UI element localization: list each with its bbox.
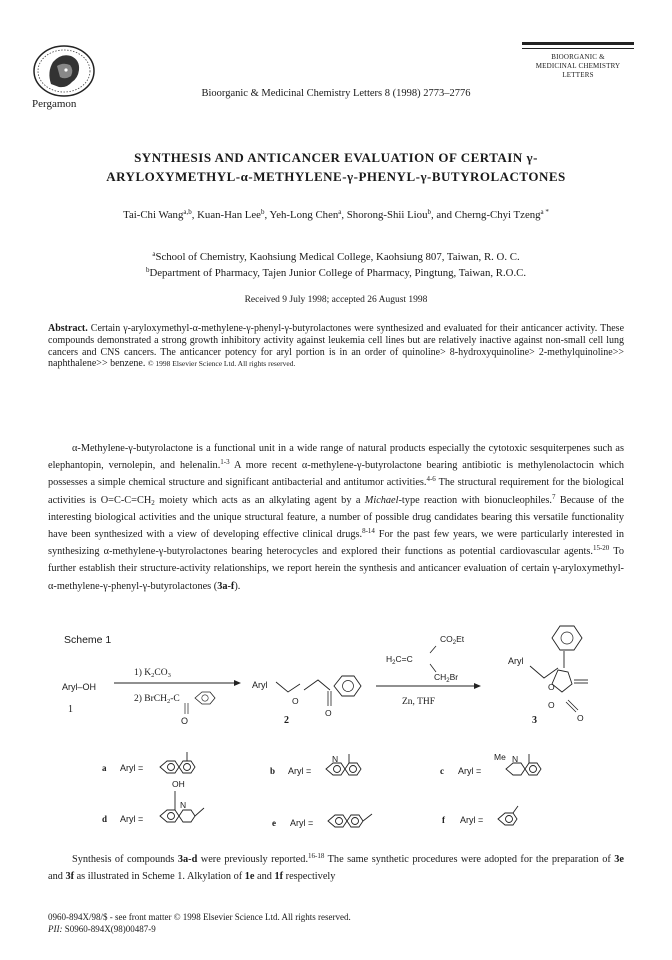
affiliation [30, 251, 642, 263]
nitrogen-label: N [332, 754, 339, 764]
start-material: Aryl–OH [62, 682, 97, 692]
journal-masthead [522, 42, 634, 80]
scheme-1 [48, 620, 624, 855]
footer [48, 911, 351, 935]
phenyl-ring [334, 676, 361, 696]
abstract [48, 323, 624, 370]
hydroxyl-label: OH [172, 779, 185, 789]
abstract-label: Abstract. [48, 323, 88, 334]
affiliation-sup: b [145, 266, 150, 274]
aryl-label: Aryl [252, 680, 268, 690]
footer-copyright: 0960-894X/98/$ - see front matter © 1998 Elsevier Science Ltd. All rights reserved. [48, 912, 351, 922]
affiliation [30, 267, 642, 279]
naphthyl-structure [160, 752, 195, 773]
variant-id: c [440, 766, 444, 776]
aryl-label: Aryl [508, 656, 524, 666]
author-sup: b [427, 208, 431, 216]
affiliation-text: Department of Pharmacy, Tajen Junior College of Pharmacy, Pingtung, Taiwan, R.O.C. [149, 267, 527, 279]
variant-label: Aryl = [120, 814, 144, 824]
journal-citation: Bioorganic & Medicinal Chemistry Letters 8 (1998) 2773–2776 [201, 88, 471, 99]
body-paragraph: Synthesis of compounds 3a-d were previously reported.$^{16-18}$ The same synthetic procedures were adopted for the preparation of 3e and 3f as illustrated in Scheme 1. Alkylation of 1e and 1f respectively [48, 852, 624, 883]
author-sup: a * [540, 208, 549, 216]
variant-id: d [102, 814, 108, 824]
reagent-alkene: $H_2C=C$ [386, 654, 413, 666]
masthead-line: MEDICINAL CHEMISTRY [535, 62, 621, 70]
ring-o: O [548, 700, 555, 710]
arrow-head [234, 680, 241, 686]
compound-2-label: 2 [284, 715, 289, 726]
author-name: Cherng-Chyi Tzeng [454, 209, 541, 221]
author-sup: a,b [183, 208, 192, 216]
ether-o: O [292, 696, 299, 706]
phenyl-ring [195, 692, 215, 704]
masthead-line: LETTERS [562, 71, 594, 79]
author-name: Kuan-Han Lee [197, 209, 261, 221]
compound-1-label: 1 [68, 704, 73, 715]
footer-pii: PII: S0960-894X(98)00487-9 [48, 924, 156, 934]
variant-id: f [442, 815, 445, 825]
affiliation-text: School of Chemistry, Kaohsiung Medical College, Kaohsiung 807, Taiwan, R. O. C. [155, 251, 520, 263]
methyl-label: Me [494, 752, 506, 762]
variant-id: a [102, 763, 107, 773]
reagent-ester: $CO_2Et$ [440, 634, 465, 646]
variant-id: e [272, 818, 276, 828]
step-2: 2) BrCH$_2$-C [134, 694, 180, 705]
carbonyl-o: O [181, 716, 189, 726]
ketone-o: O [325, 708, 332, 718]
step-1: 1) $K_2CO_3$ [134, 668, 171, 679]
affiliation-sup: a [152, 250, 156, 258]
scheme-title: Scheme 1 [64, 634, 112, 646]
title-line-1: SYNTHESIS AND ANTICANCER EVALUATION OF CERTAIN γ- [134, 150, 538, 165]
abstract-text: Certain γ-aryloxymethyl-α-methylene-γ-phenyl-γ-butyrolactones were synthesized and evaluated for their anticancer activity. These compounds demonstrated a strong growth inhibitory activity against leukemia cell lines but are relatively inactive against non-small cell lung cancers and CNS cancers. The anticancer potency for aryl portion is in an order of quinoline> 8-hydroxyquinoline> 2-methylquinoline>> naphthalene>> benzene. [48, 323, 625, 370]
author-sup: b [260, 208, 265, 216]
variant-label: Aryl = [290, 818, 314, 828]
author-sup: a [338, 208, 342, 216]
variant-label: Aryl = [458, 766, 482, 776]
received-date: Received 9 July 1998; accepted 26 August 1998 [244, 295, 428, 305]
author-name: Tai-Chi Wang [123, 209, 184, 221]
title-line-2: ARYLOXYMETHYL-α-METHYLENE-γ-PHENYL-γ-BUTYROLACTONES [106, 169, 566, 184]
masthead-line: BIOORGANIC & [551, 53, 605, 61]
nitrogen-label: N [180, 800, 187, 810]
article-title [60, 148, 612, 186]
reagent-bromide: $CH_2Br$ [434, 672, 459, 684]
body-paragraph: α-Methylene-γ-butyrolactone is a functional unit in a wide range of natural products especially the cytotoxic sesquiterpenes such as elephantopin, vernolepin, and helenalin.$^{1-3}$ A more recent α-methylene-γ-butyrolactone bearing antibiotic is methylenolactocin which possesses a simple chemical structure and significant antibacterial and antitumor activities.$^{4-6}$ The structural requirement for the biological activities is $O=C-C=CH_2$ moiety which acts as an alkylating agent by a Michael-type reaction with bionucleophiles.$^7$ Because of the interesting biological activities and the unique structural feature, a number of possible drug candidates bearing this versatile functionality have been synthesized with a view of developing effective clinical drugs.$^{8-14}$ For the past few years, we were particularly interested in synthesizing α-methylene-γ-butyrolactones bearing heterocycles and explored their functions as potential cardiovascular agents.$^{15-20}$ To further establish their structure-activity relationships, we report herein the synthesis and anticancer evaluation of certain γ-aryloxymethyl-α-methylene-γ-phenyl-γ-butyrolactones (3a-f). [48, 443, 624, 592]
carbonyl-o: O [577, 713, 584, 723]
phenyl-ring [552, 626, 582, 650]
author-name: Yeh-Long Chen [269, 209, 339, 221]
lactone-ring [552, 670, 572, 692]
abstract-copyright: © 1998 Elsevier Science Ltd. All rights reserved. [147, 359, 296, 369]
methylnaphthyl-structure [328, 814, 372, 827]
author-name: Shorong-Shii Liou [346, 209, 428, 221]
phenyl-structure [498, 806, 518, 825]
variant-label: Aryl = [288, 766, 312, 776]
nitrogen-label: N [512, 754, 519, 764]
variant-label: Aryl = [460, 815, 484, 825]
variant-label: Aryl = [120, 763, 144, 773]
compound-3-label: 3 [532, 715, 537, 726]
variant-id: b [270, 766, 276, 776]
author-list: Tai-Chi Wang$^{a,b}$, Kuan-Han Lee$^b$, Yeh-Long Chen$^a$, Shorong-Shii Liou$^b$, and Cherng-Chyi Tzeng$^{a *}$ [123, 208, 549, 221]
ether-o: O [548, 682, 555, 692]
conditions: Zn, THF [402, 697, 436, 707]
publisher-name: Pergamon [32, 98, 77, 110]
